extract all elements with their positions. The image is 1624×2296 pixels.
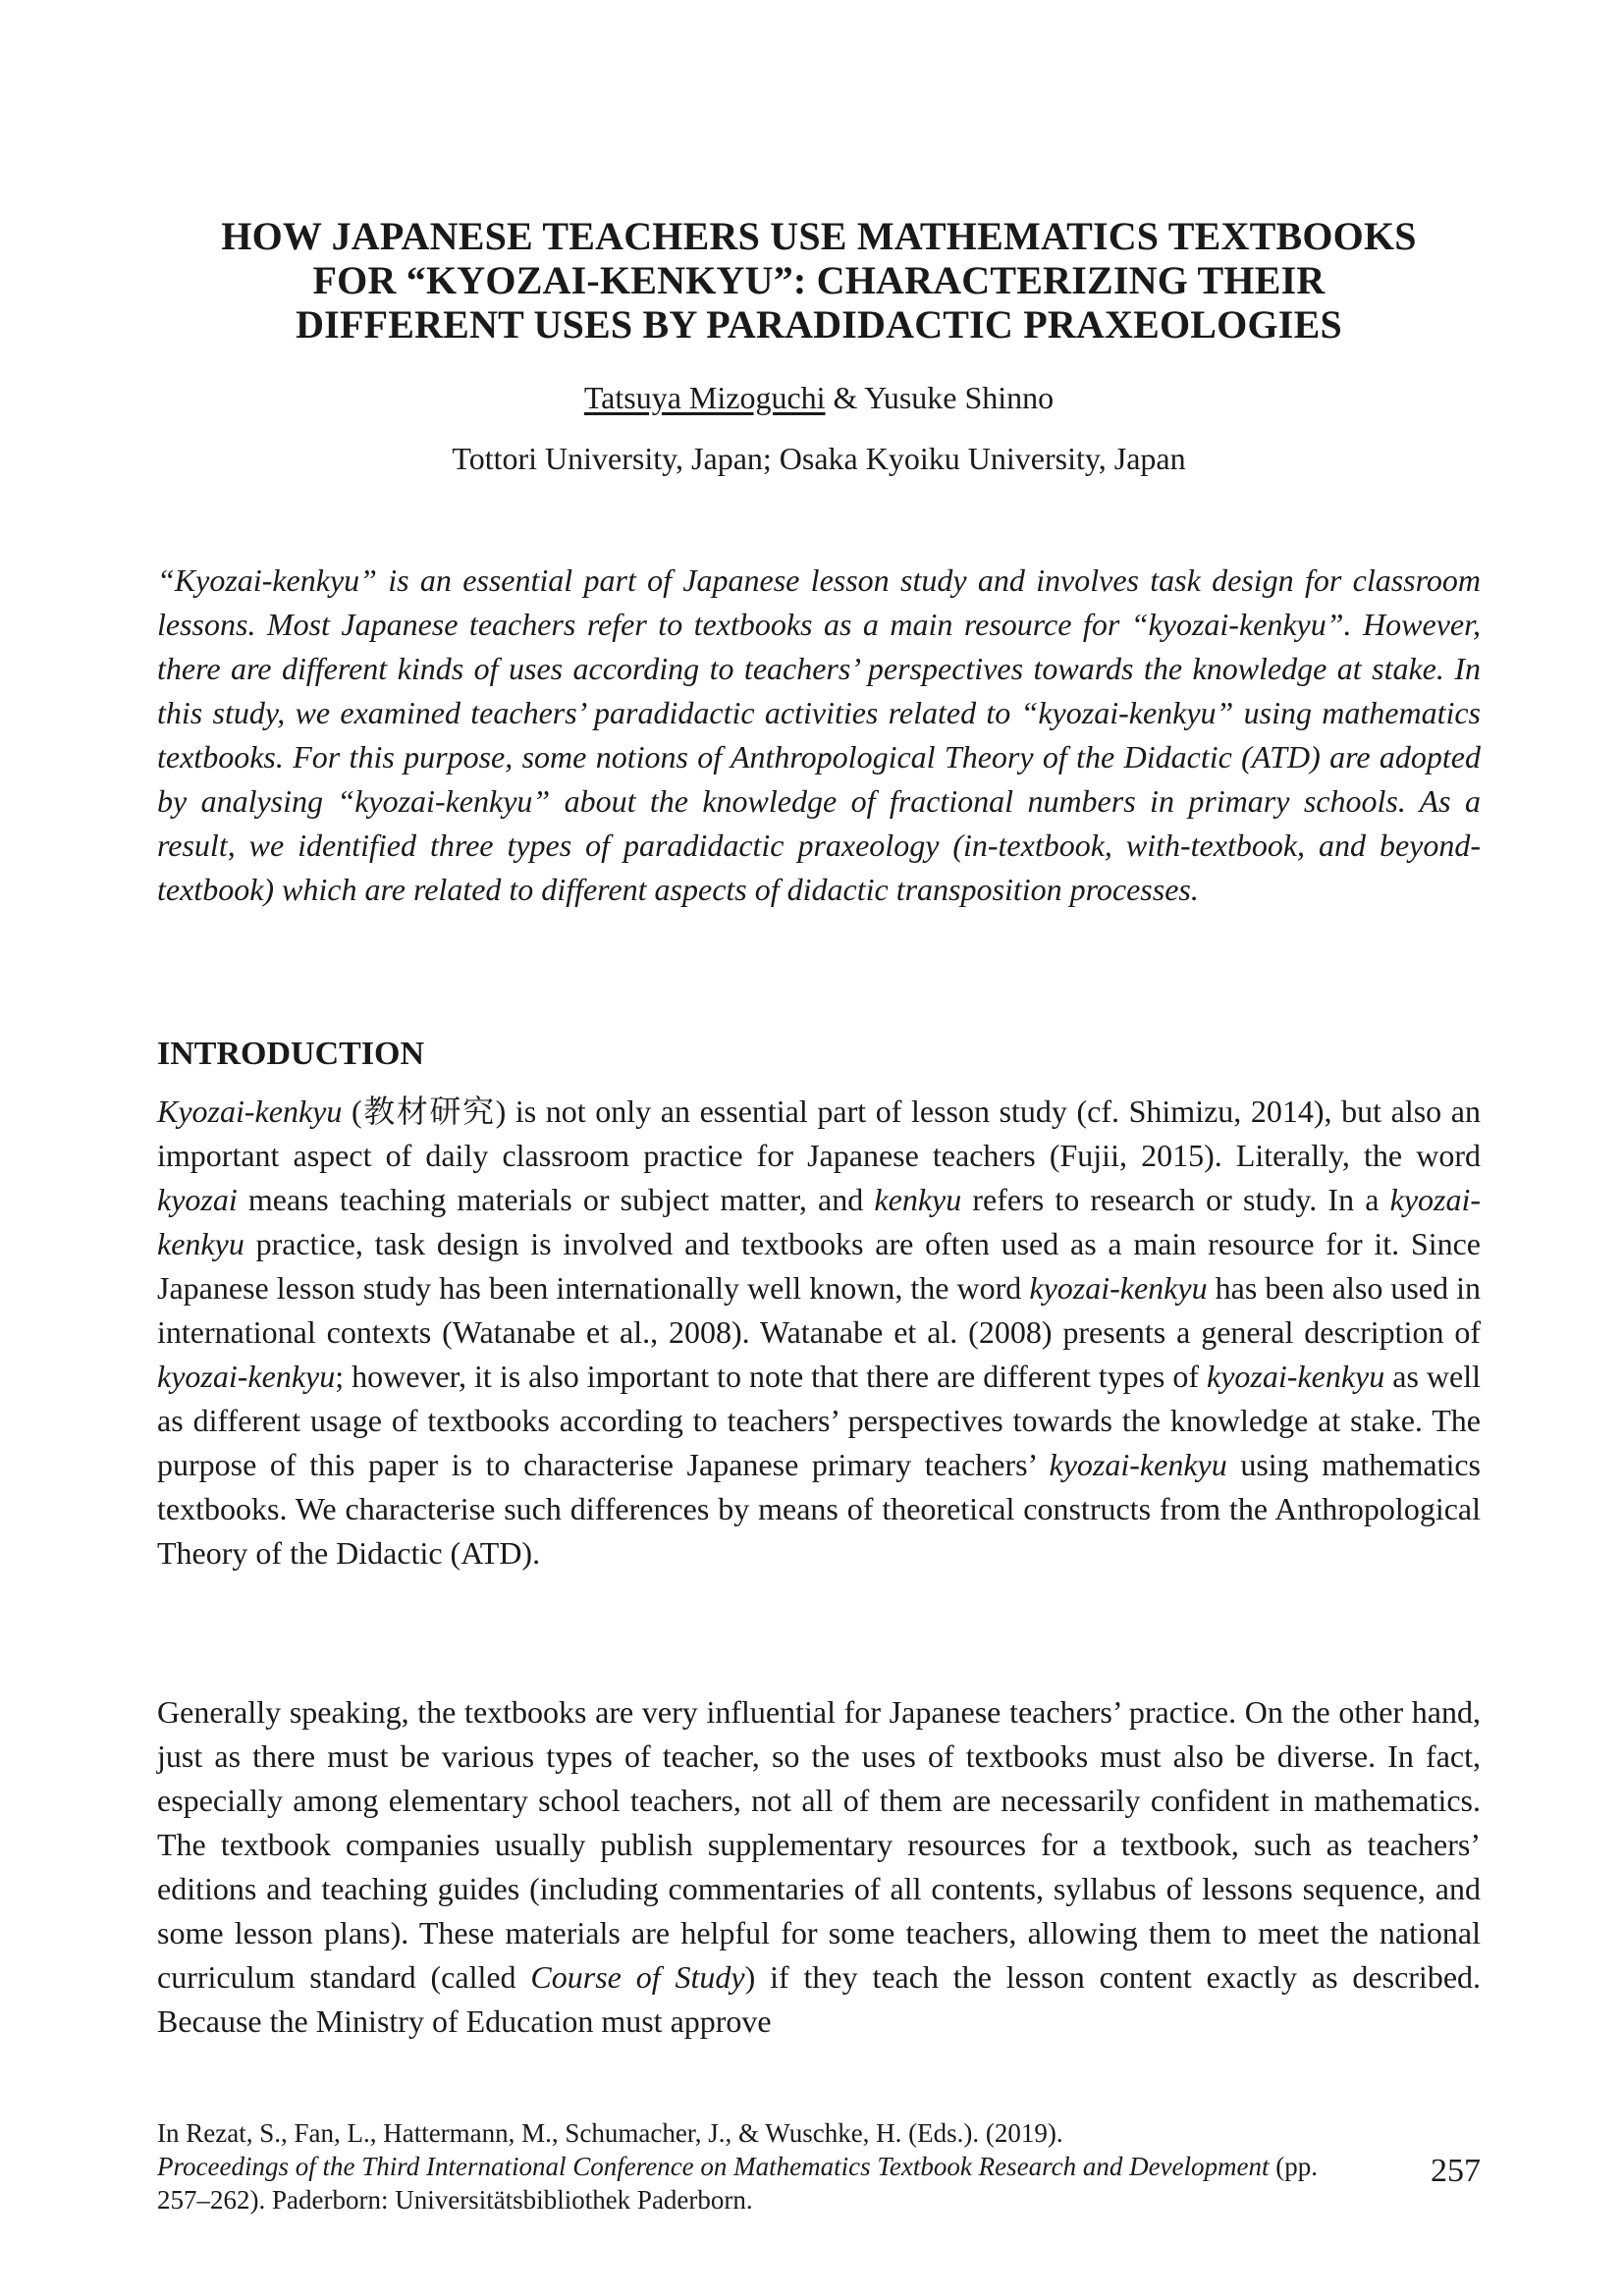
title-line-2: FOR “KYOZAI-KENKYU”: CHARACTERIZING THEIR [312,258,1326,302]
abstract: “Kyozai-kenkyu” is an essential part of Japanese lesson study and involves task design for classroom lessons. Most Japanese teachers refer to textbooks as a main resource for “kyozai-kenkyu”. However, there are different kinds of uses according to teachers’ perspectives towards the knowledge at stake. In this study, we examined teachers’ paradidactic activities related to “kyozai-kenkyu” using mathematics textbooks. For this purpose, some notions of Anthropological Theory of the Didactic (ATD) are adopted by analysing “kyozai-kenkyu” about the knowledge of fractional numbers in primary schools. As a result, we identified three types of paradidactic praxeology (in-textbook, with-textbook, and beyond-textbook) which are related to different aspects of didactic transposition processes. [157,562,1481,907]
term: kenkyu [874,1182,962,1217]
term: kyozai [157,1182,238,1217]
term: kyozai-kenkyu [1029,1270,1208,1306]
text-run: refers to research or study. In a [961,1182,1390,1217]
paragraph-2 [157,1690,1481,2044]
term: Course of Study [530,1959,745,1995]
section-heading: INTRODUCTION [157,1036,425,1072]
text-run: means teaching materials or subject matter, and [237,1182,875,1217]
citation-pages: (pp. 257–262). Paderborn: Universitätsbibliothek Paderborn. [157,2152,1319,2215]
text-run: (教材研究) is not only an essential part of lesson study (cf. Shimizu, 2014), but also an important aspect of daily classroom practice for Japanese teachers (Fujii, 2015). Literally, the word [157,1094,1481,1173]
citation-footnote [157,2116,1375,2216]
affiliations: Tottori University, Japan; Osaka Kyoiku University, Japan [452,441,1186,476]
term: kyozai-kenkyu [1049,1447,1227,1482]
citation-line-1: In Rezat, S., Fan, L., Hattermann, M., Schumacher, J., & Wuschke, H. (Eds.). (2019). [157,2118,1063,2148]
term: Kyozai-kenkyu [157,1094,343,1129]
term: kyozai-kenkyu [157,1359,336,1394]
title-line-1: HOW JAPANESE TEACHERS USE MATHEMATICS TEXTBOOKS [221,214,1417,258]
author-1: Tatsuya Mizoguchi [583,380,826,415]
text-run: ; however, it is also important to note that there are different types of [335,1359,1208,1394]
page-number: 257 [1431,2153,1481,2189]
text-run: Generally speaking, the textbooks are very influential for Japanese teachers’ practice. On the other hand, just as there must be various types of teacher, so the uses of textbooks must also be diverse. In fact, especially among elementary school teachers, not all of them are necessarily confident in mathematics. The textbook companies usually publish supplementary resources for a textbook, such as teachers’ editions and teaching guides (including commentaries of all contents, syllabus of lessons sequence, and some lesson plans). These materials are helpful for some teachers, allowing them to meet the national curriculum standard (called [157,1694,1481,1995]
term: kyozai-kenkyu [1207,1359,1385,1394]
paper-title [157,214,1481,347]
text-run: practice, task design is involved and textbooks are often used as a main resource for it. Since Japanese lesson study has been internationally well known, the word [157,1226,1481,1306]
authors [157,379,1481,416]
proceedings-title: Proceedings of the Third International Conference on Mathematics Textbook Research and Development [157,2152,1270,2181]
text-run: as well as different usage of textbooks according to teachers’ perspectives towards the knowledge at stake. The purpose of this paper is to characterise Japanese primary teachers’ [157,1359,1482,1482]
text-run: using mathematics textbooks. We characterise such differences by means of theoretical constructs from the Anthropological Theory of the Didactic (ATD). [157,1447,1482,1571]
author-separator: & [825,380,865,415]
paragraph-1 [157,1090,1481,1575]
term: kyozai-kenkyu [157,1182,1482,1261]
author-2: Yusuke Shinno [864,380,1055,415]
title-line-3: DIFFERENT USES BY PARADIDACTIC PRAXEOLOGIES [296,302,1342,347]
text-run: ) if they teach the lesson content exactly as described. Because the Ministry of Education must approve [157,1959,1482,2039]
text-run: has been also used in international contexts (Watanabe et al., 2008). Watanabe et al. (2008) presents a general description of [157,1270,1482,1350]
